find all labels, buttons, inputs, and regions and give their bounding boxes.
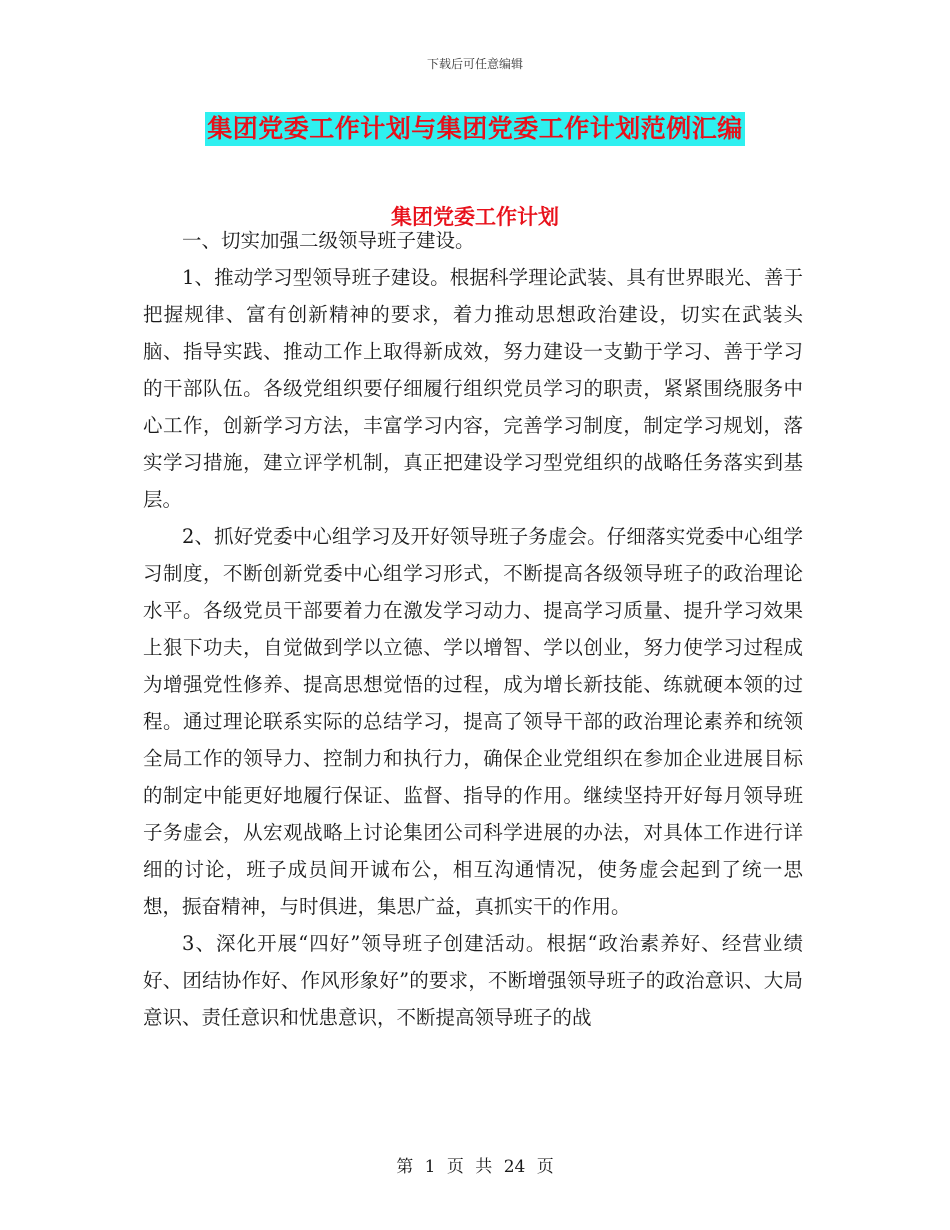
paragraph-2: 2、抓好党委中心组学习及开好领导班子务虚会。仔细落实党委中心组学习制度，不断创新党委中心组学习形式，不断提高各级领导班子的政治理论水平。各级党员干部要着力在激发学习动力、提高学习质量、提升学习效果上狠下功夫，自觉做到学以立德、学以增智、学以创业，努力使学习过程成为增强党性修养、提高思想觉悟的过程，成为增长新技能、练就硬本领的过程。通过理论联系实际的总结学习，提高了领导干部的政治理论素养和统领全局工作的领导力、控制力和执行力，确保企业党组织在参加企业进展目标的制定中能更好地履行保证、监督、指导的作用。继续坚持开好每月领导班子务虚会，从宏观战略上讨论集团公司科学进展的办法，对具体工作进行详细的讨论，班子成员间开诚布公，相互沟通情况，使务虚会起到了统一思想，振奋精神，与时俱进，集思广益，真抓实干的作用。 [143, 525, 803, 918]
document-body [143, 222, 803, 1036]
header-note: 下载后可任意编辑 [426, 57, 523, 71]
title-wrap [0, 112, 950, 146]
paragraph-3: 3、深化开展“四好”领导班子创建活动。根据“政治素养好、经营业绩好、团结协作好、作风形象好”的要求，不断增强领导班子的政治意识、大局意识、责任意识和忧患意识，不断提高领导班子的战 [143, 932, 803, 1029]
section-title: 集团党委工作计划 [391, 205, 559, 229]
paragraph-heading: 一、切实加强二级领导班子建设。 [182, 229, 475, 252]
document-title: 集团党委工作计划与集团党委工作计划范例汇编 [205, 112, 745, 146]
paragraph-1: 1、推动学习型领导班子建设。根据科学理论武装、具有世界眼光、善于把握规律、富有创新精神的要求，着力推动思想政治建设，切实在武装头脑、指导实践、推动工作上取得新成效，努力建设一支勤于学习、善于学习的干部队伍。各级党组织要仔细履行组织党员学习的职责，紧紧围绕服务中心工作，创新学习方法，丰富学习内容，完善学习制度，制定学习规划，落实学习措施，建立评学机制，真正把建设学习型党组织的战略任务落实到基层。 [143, 266, 803, 511]
page-footer: 第 1 页 共 24 页 [396, 1157, 554, 1177]
